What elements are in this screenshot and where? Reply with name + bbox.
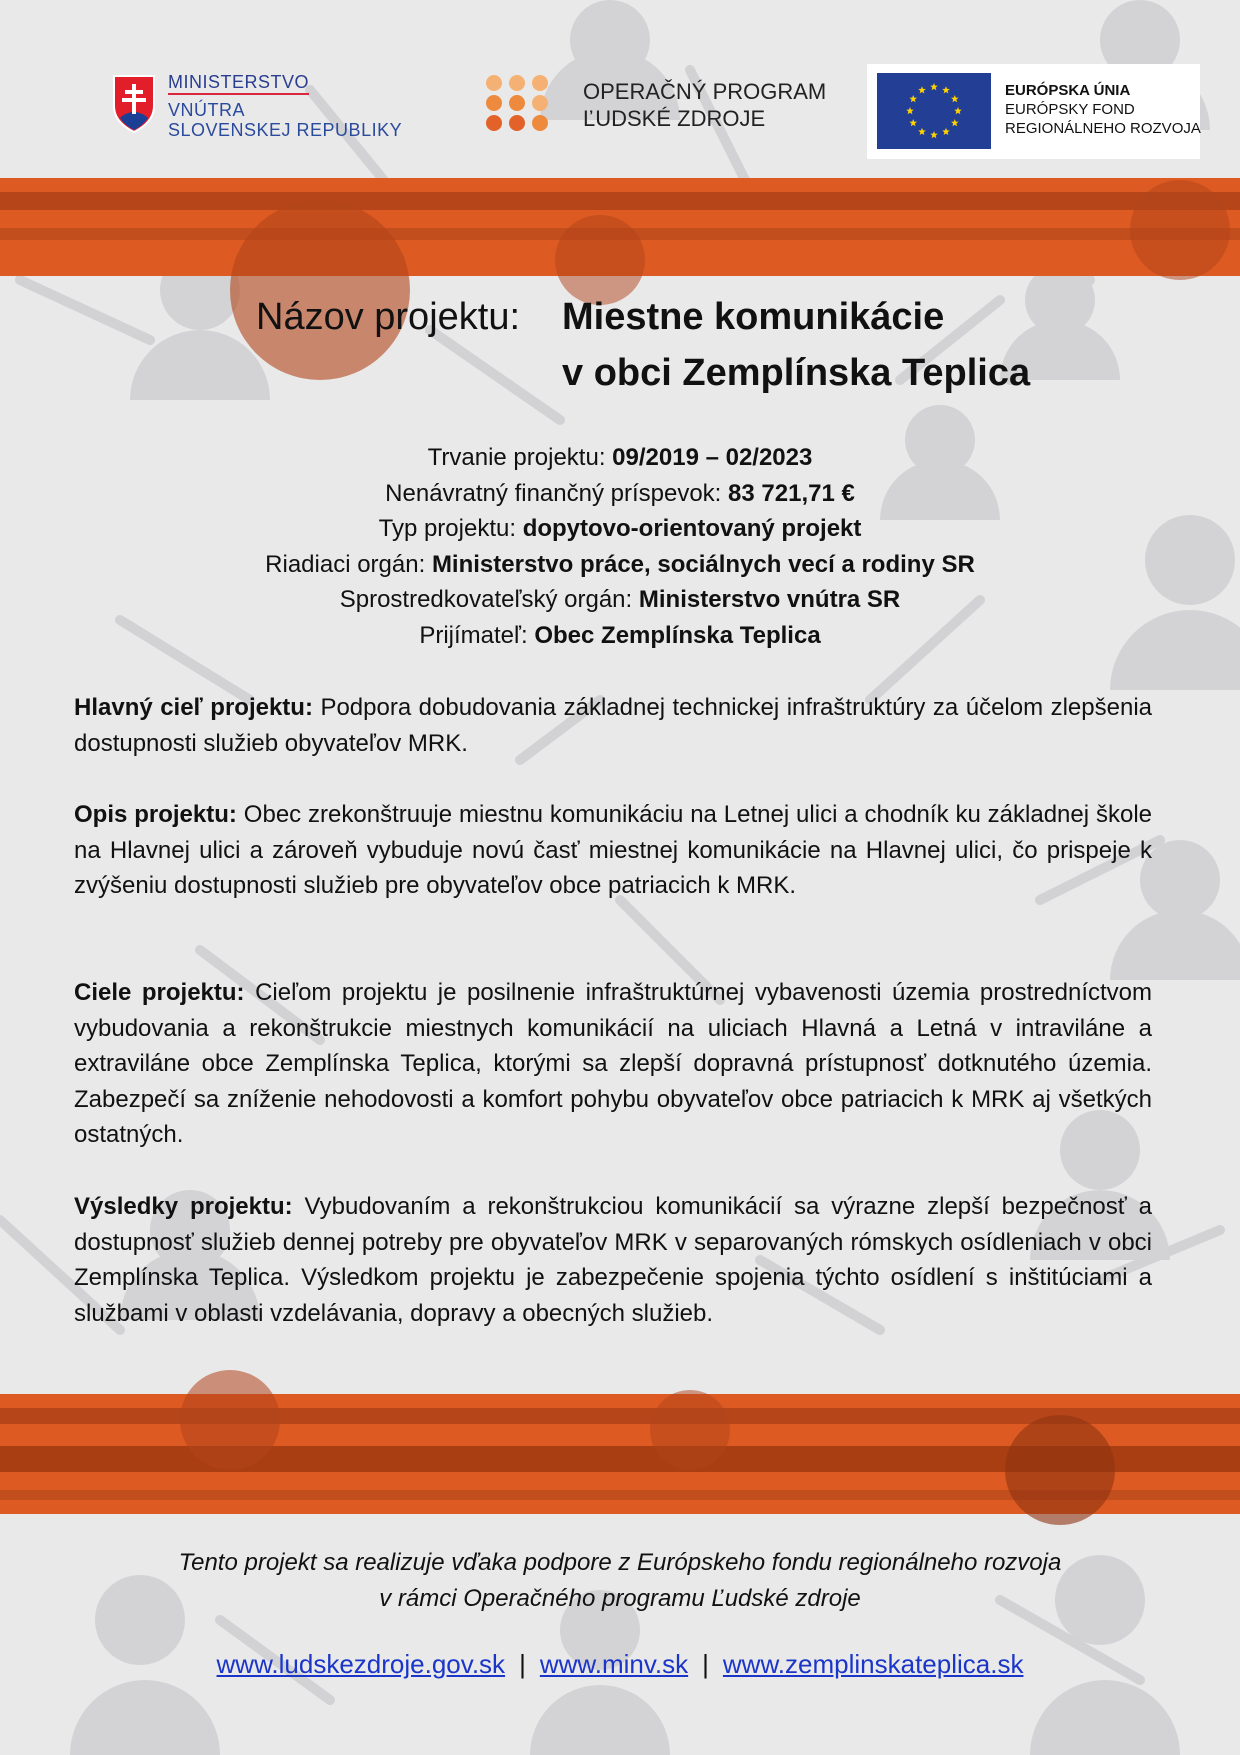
section-label: Výsledky projektu: <box>74 1193 293 1220</box>
eu-logo <box>867 64 1200 159</box>
footer-note-line2: v rámci Operačného programu Ľudské zdroje <box>379 1585 861 1612</box>
section-label: Opis projektu: <box>74 801 237 828</box>
link-separator: | <box>702 1649 709 1679</box>
project-title <box>0 296 1240 406</box>
eu-logo-line2: EURÓPSKY FOND <box>1005 101 1135 118</box>
eu-logo-line1: EURÓPSKA ÚNIA <box>1005 82 1131 99</box>
info-label: Sprostredkovateľský orgán: <box>339 586 633 613</box>
ministry-logo-line1: MINISTERSTVO <box>168 72 309 95</box>
footer-note <box>100 1545 1140 1617</box>
info-row-managing-authority <box>100 547 1140 583</box>
section-text: Podpora dobudovania základnej technickej infraštruktúry za účelom zlepšenia dostupnosti služieb obyvateľov MRK. <box>74 694 1152 757</box>
slovak-coat-of-arms-icon <box>112 74 156 134</box>
link-ludskezdroje[interactable]: www.ludskezdroje.gov.sk <box>216 1649 506 1679</box>
footer-note-line1: Tento projekt sa realizuje vďaka podpore z Európskeho fondu regionálneho rozvoja <box>178 1549 1062 1576</box>
ministry-logo-text <box>168 72 402 140</box>
info-row-duration <box>100 440 1140 476</box>
ministry-logo-line3: SLOVENSKEJ REPUBLIKY <box>168 120 403 140</box>
eu-logo-line3: REGIONÁLNEHO ROZVOJA <box>1005 120 1201 137</box>
section-label: Ciele projektu: <box>74 979 245 1006</box>
op-ludske-zdroje-logo <box>485 72 825 142</box>
section-text: Cieľom projektu je posilnenie infraštruktúrnej vybavenosti územia prostredníctvom vybudovania a rekonštrukcie miestnych komunikácií na uliciach Hlavná a Letná v intraviláne a extraviláne obce Zemplínska Teplica, ktorými sa zlepší dopravná prístupnosť dotknutého územia. Zabezpečí sa zníženie nehodovosti a komfort pohybu obyvateľov obce patriacich k MRK aj všetkých ostatných. <box>74 979 1153 1149</box>
info-label: Riadiaci orgán: <box>265 550 426 578</box>
info-value: dopytovo-orientovaný projekt <box>522 515 862 542</box>
section-results <box>74 1189 1152 1331</box>
section-main-goal <box>74 690 1152 761</box>
info-value: Ministerstvo práce, sociálnych vecí a rodiny SR <box>431 550 975 578</box>
section-goals <box>74 975 1152 1153</box>
link-separator: | <box>519 1649 526 1679</box>
op-logo-line1: OPERAČNÝ PROGRAM <box>583 79 827 104</box>
info-value: Obec Zemplínska Teplica <box>534 621 821 649</box>
project-info <box>100 440 1140 653</box>
info-row-recipient <box>100 618 1140 654</box>
link-zemplinskateplica[interactable]: www.zemplinskateplica.sk <box>722 1649 1024 1679</box>
ministry-logo-line2: VNÚTRA <box>168 100 246 120</box>
info-label: Typ projektu: <box>378 515 517 542</box>
section-text: Vybudovaním a rekonštrukciou komunikácií sa výrazne zlepší bezpečnosť a dostupnosť služieb dennej potreby pre obyvateľov MRK v separovaných rómskych osídleniach v obci Zemplínska Teplica. Výsledkom projektu je zabezpečenie spojenia týchto osídlení s inštitúciami a službami v oblasti vzdelávania, dopravy a obecných služieb. <box>74 1193 1152 1327</box>
info-label: Nenávratný finančný príspevok: <box>385 479 722 507</box>
title-line1: Miestne komunikácie <box>562 296 945 338</box>
info-value: 09/2019 – 02/2023 <box>612 444 813 471</box>
op-logo-text <box>583 78 826 132</box>
op-logo-line2: ĽUDSKÉ ZDROJE <box>583 106 766 131</box>
section-description <box>74 797 1152 904</box>
eu-flag-icon <box>877 73 991 149</box>
footer-links <box>100 1649 1140 1680</box>
link-minv[interactable]: www.minv.sk <box>539 1649 689 1679</box>
info-value: 83 721,71 € <box>728 479 855 507</box>
info-label: Trvanie projektu: <box>427 444 606 471</box>
info-row-intermediate-body <box>100 582 1140 618</box>
eu-logo-text <box>1005 81 1201 138</box>
dots-grid-icon <box>485 74 555 140</box>
section-label: Hlavný cieľ projektu: <box>74 694 313 721</box>
info-row-grant <box>100 476 1140 512</box>
info-row-type <box>100 511 1140 547</box>
info-value: Ministerstvo vnútra SR <box>638 586 901 613</box>
title-label: Názov projektu: <box>256 296 521 338</box>
title-line2: v obci Zemplínska Teplica <box>562 352 1031 394</box>
info-label: Prijímateľ: <box>419 621 528 649</box>
ministry-logo <box>110 70 410 150</box>
section-text: Obec zrekonštruuje miestnu komunikáciu na Letnej ulici a chodník ku základnej škole na Hlavnej ulici a zároveň vybuduje novú časť miestnej komunikácie na Hlavnej ulici, čo prispeje k zvýšeniu dostupnosti služieb pre obyvateľov obce patriacich k MRK. <box>74 801 1153 900</box>
